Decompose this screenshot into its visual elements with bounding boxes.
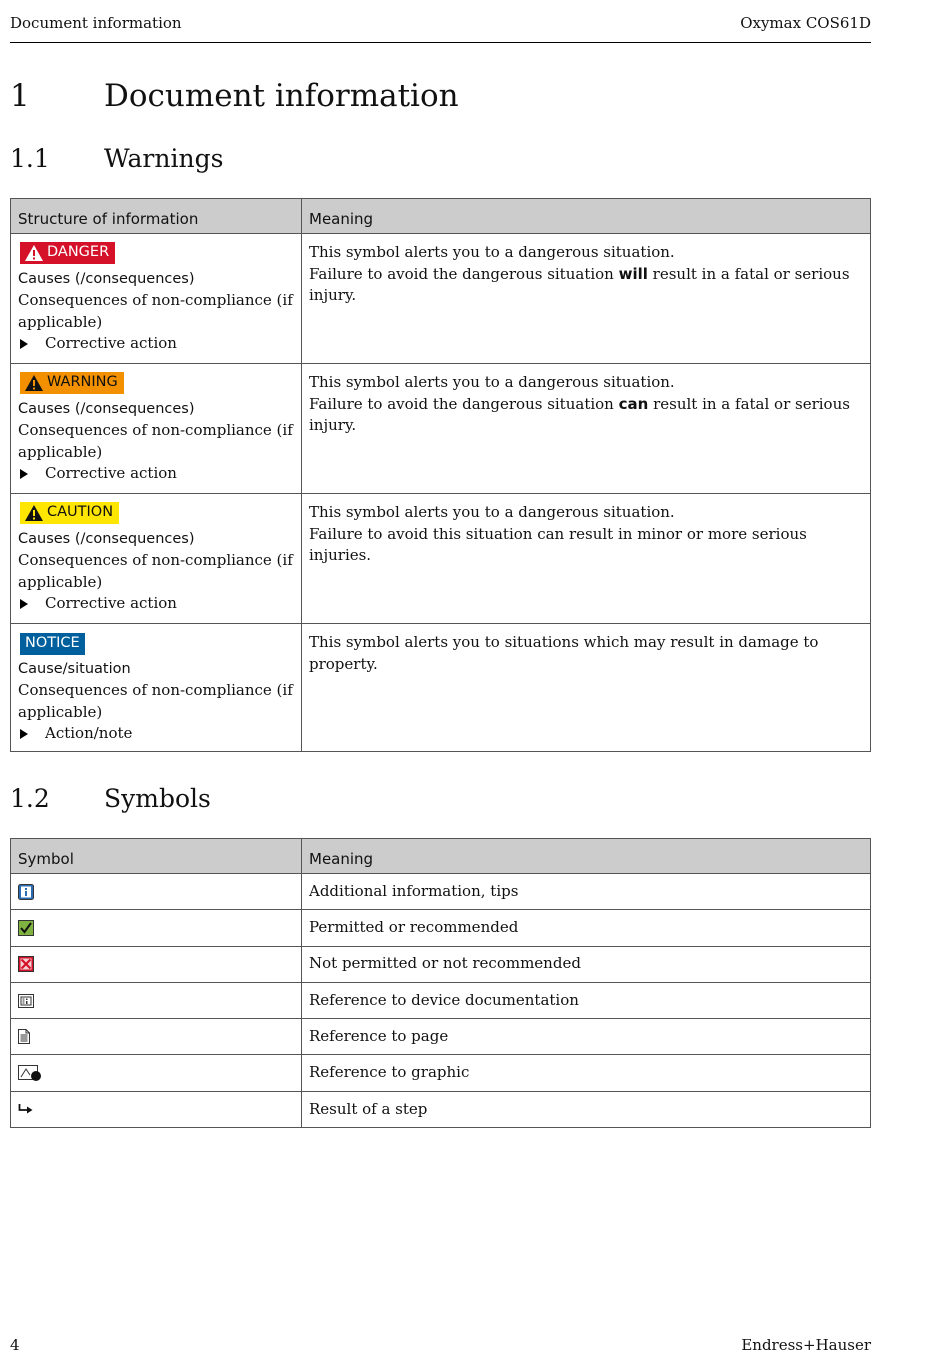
symbols-title: Symbols bbox=[104, 784, 211, 813]
meaning-cell bbox=[302, 494, 871, 624]
symbol-meaning: Reference to device documentation bbox=[302, 982, 871, 1018]
device-documentation-icon bbox=[18, 994, 34, 1008]
consequence-text: Consequences of non-compliance (if applicable) bbox=[18, 551, 293, 591]
emphasis-can: can bbox=[618, 394, 649, 413]
warning-triangle-icon bbox=[24, 504, 44, 522]
warnings-title: Warnings bbox=[104, 144, 224, 173]
symbols-table bbox=[10, 838, 871, 1128]
meaning-cell bbox=[302, 624, 871, 752]
symbols-number: 1.2 bbox=[10, 784, 50, 813]
meaning-line-1: This symbol alerts you to a dangerous situation. bbox=[309, 373, 675, 391]
cause-text: Causes (/consequences) bbox=[18, 530, 195, 547]
permitted-check-icon bbox=[18, 920, 34, 936]
symbol-meaning: Permitted or recommended bbox=[302, 910, 871, 946]
meaning-cell bbox=[302, 364, 871, 494]
structure-cell bbox=[11, 494, 302, 624]
warnings-table bbox=[10, 198, 871, 752]
symbol-row bbox=[11, 910, 871, 946]
structure-cell bbox=[11, 364, 302, 494]
consequence-text: Consequences of non-compliance (if applicable) bbox=[18, 421, 293, 461]
chapter-number: 1 bbox=[10, 78, 30, 114]
warnings-heading bbox=[10, 144, 223, 173]
footer-brand: Endress+Hauser bbox=[741, 1336, 871, 1354]
meaning-line-2: Failure to avoid the dangerous situation will result in a fatal or serious injury. bbox=[309, 264, 850, 304]
not-permitted-cross-icon bbox=[18, 956, 34, 972]
symbols-heading bbox=[10, 784, 211, 813]
corrective-action: Action/note bbox=[18, 723, 294, 745]
notice-signal-label: NOTICE bbox=[20, 633, 85, 655]
symbol-row bbox=[11, 874, 871, 910]
consequence-text: Consequences of non-compliance (if applicable) bbox=[18, 291, 293, 331]
meaning-line-2: Failure to avoid the dangerous situation can result in a fatal or serious injury. bbox=[309, 394, 850, 434]
warning-signal-label: WARNING bbox=[20, 372, 124, 394]
info-icon bbox=[18, 884, 34, 900]
cause-text: Cause/situation bbox=[18, 660, 131, 677]
emphasis-will: will bbox=[618, 264, 648, 283]
symbol-meaning: Reference to graphic bbox=[302, 1055, 871, 1091]
corrective-action: Corrective action bbox=[18, 333, 294, 355]
corrective-action: Corrective action bbox=[18, 463, 294, 485]
chapter-heading bbox=[10, 78, 459, 114]
warning-row-notice bbox=[11, 624, 871, 752]
header-section-title: Document information bbox=[10, 14, 182, 32]
warnings-col-structure: Structure of information bbox=[11, 199, 302, 234]
page-reference-icon bbox=[18, 1029, 30, 1044]
symbol-row bbox=[11, 946, 871, 982]
warning-triangle-icon bbox=[24, 244, 44, 262]
page-header bbox=[10, 14, 871, 43]
warning-triangle-icon bbox=[24, 374, 44, 392]
chapter-title: Document information bbox=[104, 78, 459, 114]
symbol-meaning: Reference to page bbox=[302, 1019, 871, 1055]
symbol-row bbox=[11, 1091, 871, 1127]
symbols-col-symbol: Symbol bbox=[11, 839, 302, 874]
symbol-row bbox=[11, 1055, 871, 1091]
meaning-line-1: This symbol alerts you to situations which may result in damage to property. bbox=[309, 633, 819, 673]
graphic-reference-icon bbox=[18, 1065, 42, 1082]
symbols-col-meaning: Meaning bbox=[302, 839, 871, 874]
structure-cell bbox=[11, 624, 302, 752]
symbol-meaning: Additional information, tips bbox=[302, 874, 871, 910]
warnings-number: 1.1 bbox=[10, 144, 50, 173]
result-arrow-icon bbox=[18, 1103, 34, 1115]
meaning-line-1: This symbol alerts you to a dangerous situation. bbox=[309, 243, 675, 261]
danger-signal-label: DANGER bbox=[20, 242, 115, 264]
symbol-meaning: Result of a step bbox=[302, 1091, 871, 1127]
warnings-col-meaning: Meaning bbox=[302, 199, 871, 234]
warning-row-warning bbox=[11, 364, 871, 494]
meaning-cell bbox=[302, 234, 871, 364]
cause-text: Causes (/consequences) bbox=[18, 400, 195, 417]
warning-row-danger bbox=[11, 234, 871, 364]
caution-signal-label: CAUTION bbox=[20, 502, 119, 524]
symbol-row bbox=[11, 982, 871, 1018]
structure-cell bbox=[11, 234, 302, 364]
page-number: 4 bbox=[10, 1336, 20, 1354]
symbol-meaning: Not permitted or not recommended bbox=[302, 946, 871, 982]
warning-row-caution bbox=[11, 494, 871, 624]
symbol-row bbox=[11, 1019, 871, 1055]
meaning-line-1: This symbol alerts you to a dangerous situation. bbox=[309, 503, 675, 521]
header-product-name: Oxymax COS61D bbox=[740, 14, 871, 32]
meaning-line-2: Failure to avoid this situation can result in minor or more serious injuries. bbox=[309, 524, 807, 564]
consequence-text: Consequences of non-compliance (if applicable) bbox=[18, 681, 293, 721]
cause-text: Causes (/consequences) bbox=[18, 270, 195, 287]
corrective-action: Corrective action bbox=[18, 593, 294, 615]
